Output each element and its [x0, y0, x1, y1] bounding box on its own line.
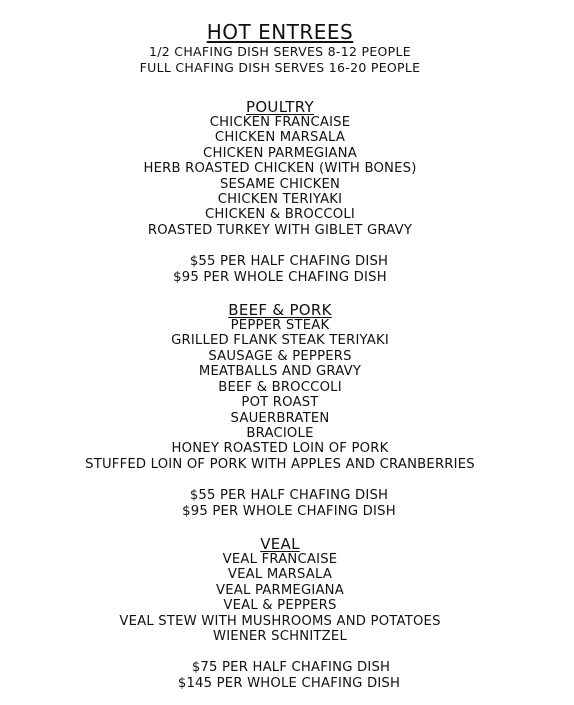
section-heading-beef-pork: BEEF & PORK	[228, 301, 332, 320]
beef-pork-prices	[0, 488, 560, 519]
price-half-chafing-dish: $55 PER HALF CHAFING DISH	[189, 488, 389, 504]
menu-item: BRACIOLE	[246, 425, 314, 441]
price-whole-chafing-dish: $145 PER WHOLE CHAFING DISH	[177, 675, 401, 691]
price-whole-chafing-dish: $95 PER WHOLE CHAFING DISH	[173, 269, 387, 285]
menu-item: POT ROAST	[241, 395, 319, 411]
veal-prices	[0, 660, 560, 691]
page-title: HOT ENTREES	[206, 20, 354, 44]
menu-item: HONEY ROASTED LOIN OF PORK	[171, 441, 389, 457]
menu-item: SAUERBRATEN	[230, 410, 330, 426]
price-half-chafing-dish: $55 PER HALF CHAFING DISH	[189, 254, 389, 270]
poultry-item-list	[0, 115, 560, 238]
menu-item: PEPPER STEAK	[230, 318, 330, 334]
menu-item: CHICKEN TERIYAKI	[217, 192, 343, 208]
menu-item: SESAME CHICKEN	[219, 176, 341, 192]
price-half-chafing-dish: $75 PER HALF CHAFING DISH	[191, 660, 391, 676]
beef-pork-item-list	[0, 318, 560, 472]
section-veal	[0, 536, 560, 691]
menu-item: SAUSAGE & PEPPERS	[208, 348, 352, 364]
menu-item: CHICKEN MARSALA	[214, 130, 346, 146]
menu-item: VEAL FRANCAISE	[222, 551, 338, 567]
serving-note-full: FULL CHAFING DISH SERVES 16-20 PEOPLE	[139, 59, 421, 75]
menu-item: VEAL PARMEGIANA	[216, 582, 344, 598]
menu-item: VEAL STEW WITH MUSHROOMS AND POTATOES	[119, 613, 441, 629]
section-heading-poultry: POULTRY	[245, 98, 314, 116]
menu-item: VEAL MARSALA	[227, 567, 333, 583]
menu-item: BEEF & BROCCOLI	[218, 379, 342, 395]
price-whole-chafing-dish: $95 PER WHOLE CHAFING DISH	[182, 503, 396, 519]
menu-item: GRILLED FLANK STEAK TERIYAKI	[171, 333, 389, 349]
menu-item: VEAL & PEPPERS	[223, 598, 337, 614]
section-heading-veal: VEAL	[260, 534, 300, 553]
menu-item: WIENER SCHNITZEL	[212, 628, 348, 644]
menu-item: CHICKEN PARMEGIANA	[203, 145, 357, 161]
poultry-prices	[0, 254, 560, 285]
menu-item: HERB ROASTED CHICKEN (WITH BONES)	[143, 161, 417, 177]
section-poultry	[0, 99, 560, 285]
menu-item: CHICKEN & BROCCOLI	[205, 207, 355, 223]
section-beef-pork	[0, 302, 560, 519]
menu-item: MEATBALLS AND GRAVY	[198, 364, 362, 380]
serving-note-half: 1/2 CHAFING DISH SERVES 8-12 PEOPLE	[149, 44, 411, 59]
menu-item: CHICKEN FRANCAISE	[209, 115, 351, 130]
veal-item-list	[0, 552, 560, 644]
menu-item: ROASTED TURKEY WITH GIBLET GRAVY	[147, 222, 413, 238]
menu-item: STUFFED LOIN OF PORK WITH APPLES AND CRANBERRIES	[85, 456, 475, 472]
